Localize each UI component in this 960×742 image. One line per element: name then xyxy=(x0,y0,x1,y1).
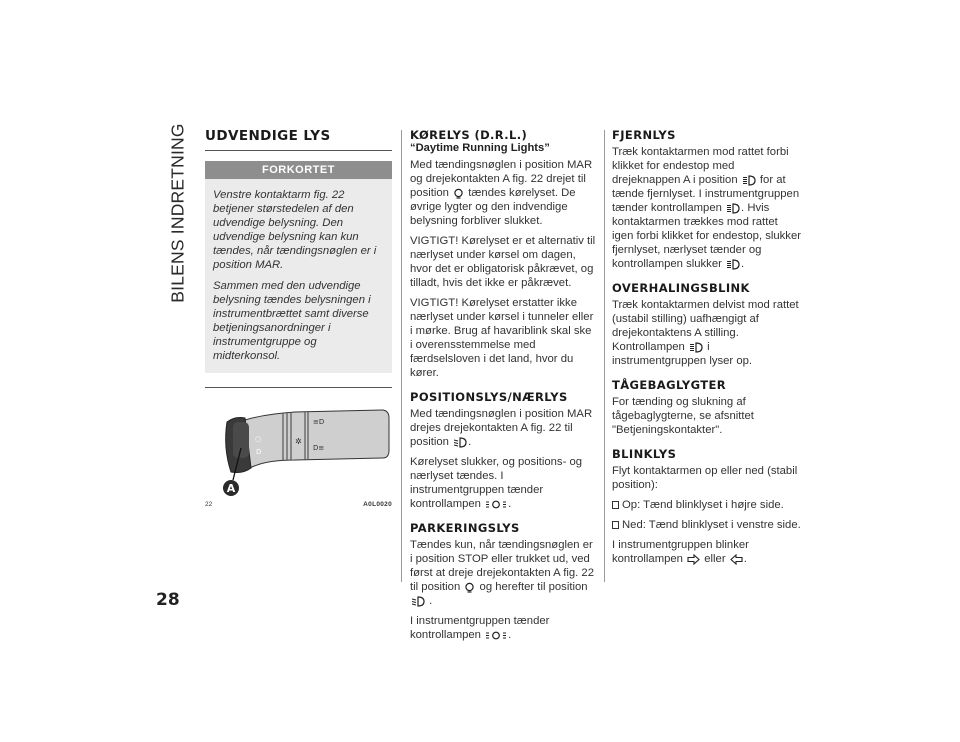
side-tab-label: BILENS INDRETNING xyxy=(167,123,188,303)
stalk-figure xyxy=(205,388,392,500)
svg-text:✲: ✲ xyxy=(295,437,302,446)
drl-bulb-icon xyxy=(464,582,475,593)
high-beam-icon xyxy=(742,175,756,186)
high-beam-icon xyxy=(726,203,740,214)
position-paragraph: Med tændingsnøglen i position MAR drejes drejekontakten A fig. 22 til position . xyxy=(410,408,593,448)
forkortet-header: FORKORTET xyxy=(205,161,392,179)
turn-signal-paragraph: I instrumentgruppen blinker kontrollampen eller . xyxy=(612,539,749,565)
callout-a-label: A xyxy=(226,482,236,495)
section-title-drl: KØRELYS (D.R.L.) xyxy=(410,128,528,142)
high-beam-icon xyxy=(726,259,740,270)
high-beam-icon xyxy=(689,342,703,353)
section-title-turn-signal: BLINKLYS xyxy=(612,447,677,461)
checkbox-bullet-icon xyxy=(612,521,619,529)
section-title-overtaking: OVERHALINGSBLINK xyxy=(612,281,750,295)
parking-light-icon xyxy=(485,630,507,641)
summary-box xyxy=(205,179,392,373)
page-number: 28 xyxy=(156,590,180,610)
svg-text:≡D: ≡D xyxy=(313,418,325,426)
summary-paragraph: Venstre kontaktarm fig. 22 betjener størstedelen af den udvendige belysning. Den udvendige belysning kan kun tændes, når tændingsnøglen er i position MAR. xyxy=(213,189,377,271)
position-paragraph: Kørelyset slukker, og positions- og nærlyset tændes. I instrumentgruppen tænder kontrollampen . xyxy=(410,456,583,510)
turn-right-arrow-icon xyxy=(687,554,700,565)
section-side-tab xyxy=(166,123,190,303)
turn-signal-paragraph: Flyt kontaktarmen op eller ned (stabil position): xyxy=(612,465,798,491)
overtaking-paragraph: Træk kontaktarmen delvist mod rattet (ustabil stilling) uafhængigt af drejekontaktens A stilling. Kontrollampen i instrumentgruppen lyser op. xyxy=(612,299,799,367)
title-divider xyxy=(205,150,392,151)
column-left xyxy=(205,128,392,508)
parking-paragraph: Tændes kun, når tændingsnøglen er i position STOP eller trukket ud, ved først at dreje drejekontakten A fig. 22 til position og herefter til position . xyxy=(410,539,594,607)
section-subtitle-drl: “Daytime Running Lights” xyxy=(410,142,550,154)
column-middle xyxy=(410,128,597,648)
figure-number: 22 xyxy=(205,501,213,508)
fog-paragraph: For tænding og slukning af tågebaglygterne, se afsnittet "Betjeningskontakter". xyxy=(612,396,754,436)
list-item: Op: Tænd blinklyset i højre side. xyxy=(612,498,802,512)
parking-paragraph: I instrumentgruppen tænder kontrollampen . xyxy=(410,615,550,641)
drl-bulb-icon xyxy=(453,188,464,199)
turn-left-arrow-icon xyxy=(730,554,743,565)
list-item: Ned: Tænd blinklyset i venstre side. xyxy=(612,518,802,532)
summary-paragraph: Sammen med den udvendige belysning tændes belysningen i instrumentbrættet samt diverse betjeningsanordninger i instrumentgruppe og midterkonsol. xyxy=(213,280,371,362)
low-beam-icon xyxy=(453,437,467,448)
figure-caption xyxy=(205,501,392,508)
section-title-parking: PARKERINGSLYS xyxy=(410,521,520,535)
section-title-high-beam: FJERNLYS xyxy=(612,128,676,142)
svg-text:○: ○ xyxy=(255,435,262,443)
drl-paragraph: VIGTIGT! Kørelyset erstatter ikke nærlyset under kørsel i tunneler eller i mørke. Brug af havariblink skal ske i overensstemmelse med færdselsloven i det land, hvor du kører. xyxy=(410,297,594,379)
low-beam-icon xyxy=(411,596,425,607)
drl-paragraph: VIGTIGT! Kørelyset er et alternativ til nærlyset under kørsel om dagen, hvor det er obligatorisk påkrævet, og tilladt, hvis det ikke er påkrævet. xyxy=(410,235,596,289)
section-title-fog: TÅGEBAGLYGTER xyxy=(612,378,727,392)
figure-code: A0L0020 xyxy=(363,501,392,508)
svg-text:D≡: D≡ xyxy=(313,444,325,452)
page-title: UDVENDIGE LYS xyxy=(205,128,331,144)
column-divider xyxy=(401,130,402,582)
svg-text:D: D xyxy=(256,448,262,456)
light-stalk-illustration xyxy=(205,388,392,500)
high-beam-paragraph: Træk kontaktarmen mod rattet forbi klikket for endestop med drejeknappen A i position for at tænde fjernlyset. I instrumentgruppen tænder kontrollampen . Hvis kontaktarmen trækkes mod rattet igen forbi klikket for endestop, slukker fjernlyset, nærlyset tænder og kontrollampen slukker . xyxy=(612,146,802,270)
parking-light-icon xyxy=(485,499,507,510)
column-divider xyxy=(604,130,605,582)
column-right xyxy=(612,128,802,572)
drl-paragraph: Med tændingsnøglen i position MAR og drejekontakten A fig. 22 drejet til position tændes kørelyset. De øvrige lygter og den indvendige belysning forbliver slukket. xyxy=(410,159,593,227)
checkbox-bullet-icon xyxy=(612,501,619,509)
section-title-position: POSITIONSLYS/NÆRLYS xyxy=(410,390,568,404)
